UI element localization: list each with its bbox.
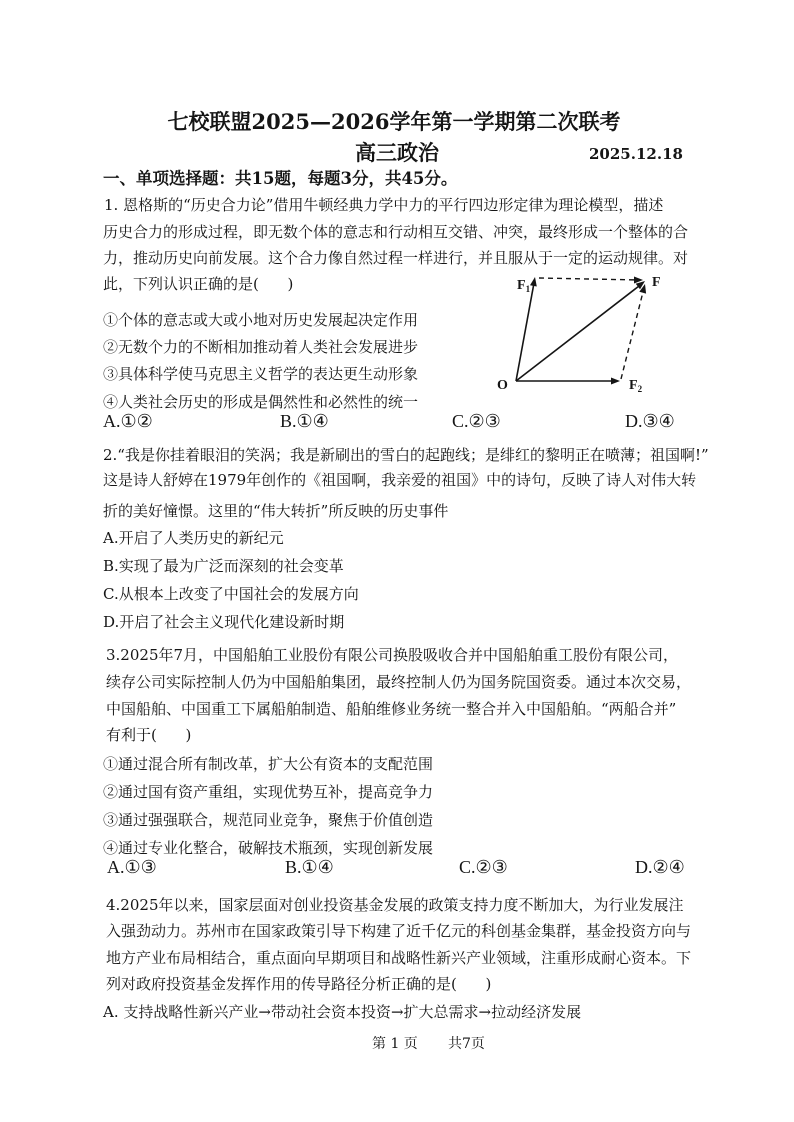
q2-stem-line: 折的美好憧憬。这里的“伟大转折”所反映的历史事件 [103, 502, 449, 520]
q1-stem-line: 1. 恩格斯的“历史合力论”借用牛顿经典力学中力的平行四边形定律为理论模型，描述 [104, 196, 664, 214]
subject-title: 高三政治 [355, 140, 439, 165]
force-f2-arrowhead [611, 378, 620, 385]
q1-choice-c: C.②③ [452, 411, 501, 431]
q2-choice-b: B.实现了最为广泛而深刻的社会变革 [103, 557, 344, 575]
q3-choice-d: D.②④ [635, 857, 685, 877]
dashed-f1-to-f [539, 278, 635, 280]
q1-statement-4: ④人类社会历史的形成是偶然性和必然性的统一 [103, 393, 419, 411]
label-f1: $F_1$ [517, 278, 531, 294]
q1-statement-3: ③具体科学使马克思主义哲学的表达更生动形象 [103, 365, 419, 383]
q2-stem-line: 2.“我是你挂着眼泪的笑涡；我是新刷出的雪白的起跑线；是绯红的黎明正在喷薄；祖国啊!” [103, 446, 709, 464]
q1-stem-line: 此，下列认识正确的是( ) [103, 275, 294, 293]
force-parallelogram-diagram [490, 262, 670, 402]
q3-stem-line: 续存公司实际控制人仍为中国船舶集团，最终控制人仍为国务院国资委。通过本次交易， [106, 673, 692, 691]
q1-statement-1: ①个体的意志或大或小地对历史发展起决定作用 [103, 311, 419, 329]
q4-stem-line: 4.2025年以来，国家层面对创业投资基金发展的政策支持力度不断加大，为行业发展注 [106, 896, 684, 914]
q1-choice-a: A.①② [103, 411, 153, 431]
exam-title: 七校联盟2025—2026学年第一学期第二次联考 [167, 109, 621, 134]
q3-choice-b: B.①④ [285, 857, 334, 877]
resultant-f-arrow-shaft [516, 286, 639, 381]
q3-statement-4: ④通过专业化整合，破解技术瓶颈，实现创新发展 [103, 839, 434, 857]
q1-choice-d: D.③④ [625, 411, 675, 431]
q4-stem-line: 地方产业布局相结合，重点面向早期项目和战略性新兴产业领域，注重形成耐心资本。下 [106, 949, 692, 967]
force-f1-arrowhead [530, 277, 537, 287]
footer-page-number: 第 1 页 [372, 1036, 418, 1052]
q2-choice-c: C.从根本上改变了中国社会的发展方向 [103, 585, 359, 603]
dashed-f2-to-f [621, 292, 643, 379]
q1-stem-line: 力，推动历史向前发展。这个合力像自然过程一样进行，并且服从于一定的运动规律。对 [103, 249, 689, 267]
section-heading: 一、单项选择题：共15题，每题3分，共45分。 [103, 169, 458, 188]
q1-stem-line: 历史合力的形成过程，即无数个体的意志和行动相互交错、冲突，最终形成一个整体的合 [103, 223, 689, 241]
q4-stem-line: 入强劲动力。苏州市在国家政策引导下构建了近千亿元的科创基金集群，基金投资方向与 [106, 922, 692, 940]
q3-statement-1: ①通过混合所有制改革，扩大公有资本的支配范围 [103, 755, 434, 773]
exam-date: 2025.12.18 [589, 145, 683, 163]
label-f2: $F_2$ [629, 378, 643, 394]
label-f: F [652, 275, 661, 290]
force-f1-arrow-shaft [516, 283, 534, 381]
q1-choice-b: B.①④ [280, 411, 329, 431]
q3-choice-a: A.①③ [107, 857, 157, 877]
q3-statement-2: ②通过国有资产重组，实现优势互补，提高竞争力 [103, 783, 434, 801]
label-origin: O [497, 378, 508, 393]
footer-total-pages: 共7页 [448, 1036, 485, 1052]
q3-stem-line: 3.2025年7月，中国船舶工业股份有限公司换股吸收合并中国船舶重工股份有限公司， [106, 646, 679, 664]
q4-choice-a: A. 支持战略性新兴产业→带动社会资本投资→扩大总需求→拉动经济发展 [103, 1003, 582, 1021]
q1-statement-2: ②无数个力的不断相加推动着人类社会发展进步 [103, 338, 419, 356]
q3-choice-c: C.②③ [459, 857, 508, 877]
q3-statement-3: ③通过强强联合，规范同业竞争，聚焦于价值创造 [103, 811, 434, 829]
q2-choice-d: D.开启了社会主义现代化建设新时期 [103, 613, 345, 631]
q3-stem-line: 有利于( ) [106, 726, 192, 744]
q2-stem-line: 这是诗人舒婷在1979年创作的《祖国啊，我亲爱的祖国》中的诗句，反映了诗人对伟大转 [103, 471, 697, 489]
q4-stem-line: 列对政府投资基金发挥作用的传导路径分析正确的是( ) [106, 975, 492, 993]
q3-stem-line: 中国船舶、中国重工下属船舶制造、船舶维修业务统一整合并入中国船舶。“两船合并” [106, 700, 677, 718]
q2-choice-a: A.开启了人类历史的新纪元 [103, 529, 284, 547]
